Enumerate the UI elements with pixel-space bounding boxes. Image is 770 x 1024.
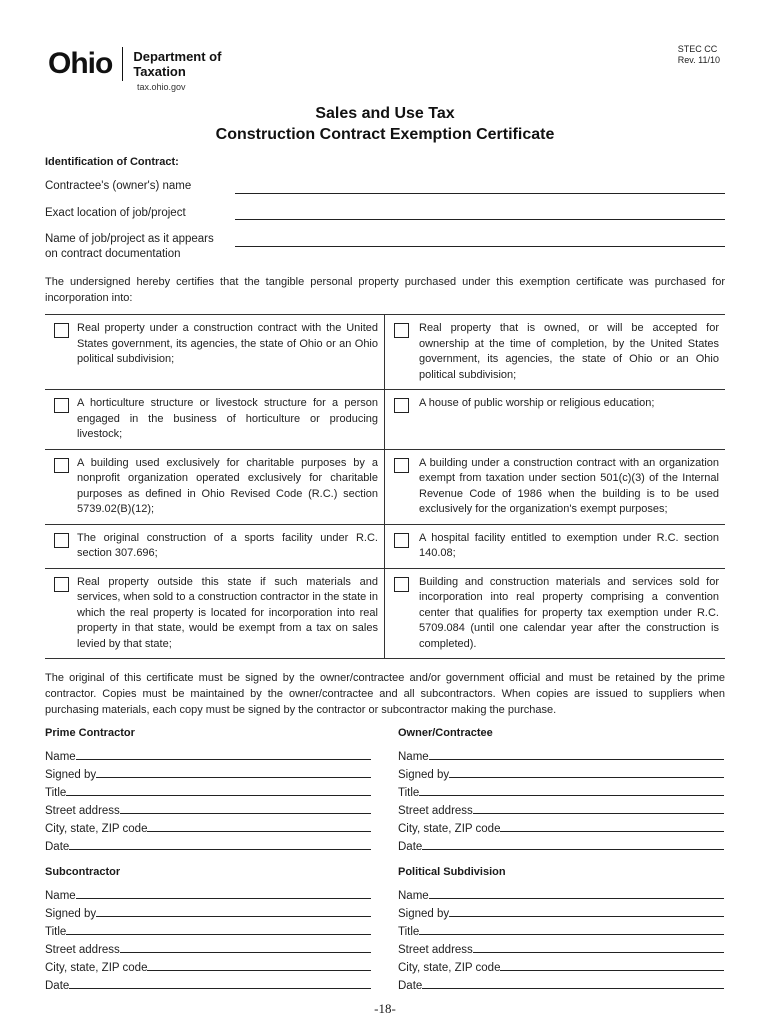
sig-name-row[interactable]	[398, 745, 724, 763]
name-label: Name	[45, 890, 76, 902]
political-subdivision-heading: Political Subdivision	[398, 866, 506, 878]
sig-signed-row[interactable]	[45, 763, 371, 781]
option-text: A horticulture structure or livestock structure for a person engaged in the business of horticulture or producing livestock;	[77, 397, 378, 440]
name-field[interactable]	[76, 759, 371, 760]
street-label: Street address	[398, 944, 473, 956]
sig-city-row[interactable]	[45, 817, 371, 835]
date-field[interactable]	[69, 988, 371, 989]
sig-street-row[interactable]	[398, 938, 724, 956]
sig-signed-row[interactable]	[398, 763, 724, 781]
options-row	[45, 450, 725, 525]
name-label: Name	[45, 751, 76, 763]
options-row	[45, 390, 725, 450]
title-label: Title	[398, 787, 420, 799]
option-checkbox[interactable]	[54, 458, 69, 473]
certification-statement: The undersigned hereby certifies that the tangible personal property purchased under this exemption certificate was purchased for incorporation into:	[45, 276, 725, 304]
sig-city-row[interactable]	[398, 956, 724, 974]
department-line-1: Department of	[133, 49, 222, 64]
date-label: Date	[398, 841, 423, 853]
options-row	[45, 525, 725, 569]
sig-date-row[interactable]	[398, 974, 724, 992]
contractee-name-field[interactable]	[235, 193, 725, 194]
date-label: Date	[398, 980, 423, 992]
logo-ohio-word: Ohio	[48, 47, 113, 80]
city-label: City, state, ZIP code	[398, 823, 501, 835]
option-checkbox[interactable]	[394, 398, 409, 413]
street-field[interactable]	[473, 952, 724, 953]
option-checkbox[interactable]	[394, 577, 409, 592]
project-name-field[interactable]	[235, 246, 725, 247]
prime-contractor-block	[45, 727, 371, 853]
date-field[interactable]	[422, 849, 724, 850]
sig-title-row[interactable]	[45, 781, 371, 799]
project-name-label-1: Name of job/project as it appears	[45, 233, 214, 245]
form-identifier	[678, 44, 720, 66]
signed-by-label: Signed by	[398, 769, 450, 781]
option-cell	[45, 525, 385, 568]
street-label: Street address	[398, 805, 473, 817]
option-checkbox[interactable]	[54, 323, 69, 338]
sig-street-row[interactable]	[45, 938, 371, 956]
department-name	[133, 49, 221, 79]
job-location-label: Exact location of job/project	[45, 207, 186, 219]
contractee-name-label: Contractee's (owner's) name	[45, 180, 192, 192]
city-label: City, state, ZIP code	[45, 823, 148, 835]
department-line-2: Taxation	[133, 64, 186, 79]
title-label: Title	[398, 926, 420, 938]
option-cell	[45, 450, 385, 524]
form-title-line-1: Sales and Use Tax	[315, 105, 455, 122]
option-text: A building under a construction contract with an organization exempt from taxation under section 501(c)(3) of the Internal Revenue Code of 1986 when the building is to be used exclusively for the organization's exempt purposes;	[419, 456, 719, 515]
title-label: Title	[45, 926, 67, 938]
signed-by-label: Signed by	[45, 769, 97, 781]
sig-name-row[interactable]	[398, 884, 724, 902]
retention-statement: The original of this certificate must be signed by the owner/contractee and/or government official and must be retained by the prime contractor. Copies must be maintained by the owner/contractee and all subcontractors. When copies are issued to suppliers when purchasing materials, each copy must be signed by the contractor or subcontractor making the purchase.	[45, 672, 725, 716]
sig-title-row[interactable]	[398, 781, 724, 799]
sig-city-row[interactable]	[398, 817, 724, 835]
logo-divider	[122, 47, 123, 81]
street-field[interactable]	[473, 813, 724, 814]
name-label: Name	[398, 890, 429, 902]
option-text: Real property that is owned, or will be accepted for ownership at the time of completion, by the United States government, its agencies, the state of Ohio or an Ohio political subdivision;	[419, 322, 719, 381]
name-field[interactable]	[429, 759, 724, 760]
option-checkbox[interactable]	[394, 533, 409, 548]
option-cell	[45, 390, 385, 449]
option-checkbox[interactable]	[54, 398, 69, 413]
street-field[interactable]	[120, 952, 371, 953]
title-field[interactable]	[419, 795, 724, 796]
prime-contractor-heading: Prime Contractor	[45, 727, 135, 739]
political-subdivision-block	[398, 866, 724, 992]
option-checkbox[interactable]	[394, 458, 409, 473]
option-text: Real property under a construction contract with the United States government, its agencies, the state of Ohio or an Ohio political subdivision;	[77, 322, 378, 365]
title-field[interactable]	[66, 934, 371, 935]
options-row	[45, 569, 725, 660]
option-checkbox[interactable]	[394, 323, 409, 338]
option-cell	[385, 315, 725, 389]
form-code: STEC CC	[677, 44, 718, 54]
street-label: Street address	[45, 805, 120, 817]
owner-contractee-heading: Owner/Contractee	[398, 727, 493, 739]
city-label: City, state, ZIP code	[398, 962, 501, 974]
option-text: Building and construction materials and services sold for incorporation into real property comprising a convention center that qualifies for property tax exemption under R.C. 5709.084 (until one calendar year after the construction is completed).	[419, 575, 719, 650]
city-label: City, state, ZIP code	[45, 962, 148, 974]
option-text: A building used exclusively for charitable purposes by a nonprofit organization operated exclusively for charitable purposes as defined in Ohio Revised Code (R.C.) section 5739.02(B)(12);	[77, 456, 378, 515]
subcontractor-block	[45, 866, 371, 992]
name-label: Name	[398, 751, 429, 763]
option-text: A hospital facility entitled to exemption under R.C. section 140.08;	[419, 531, 719, 559]
website-link[interactable]: tax.ohio.gov	[137, 82, 186, 92]
sig-date-row[interactable]	[45, 974, 371, 992]
option-cell	[385, 390, 725, 449]
sig-city-row[interactable]	[45, 956, 371, 974]
sig-name-row[interactable]	[45, 745, 371, 763]
title-field[interactable]	[419, 934, 724, 935]
option-text: Real property outside this state if such materials and services, when sold to a construction contractor in the state in which the real property is located for incorporation into real property in that state, would be exempt from a tax on sales levied by that state;	[77, 575, 378, 650]
city-field[interactable]	[500, 970, 724, 971]
sig-date-row[interactable]	[45, 835, 371, 853]
sig-signed-row[interactable]	[398, 902, 724, 920]
sig-date-row[interactable]	[398, 835, 724, 853]
street-field[interactable]	[120, 813, 371, 814]
signed-by-field[interactable]	[96, 777, 371, 778]
option-text: The original construction of a sports facility under R.C. section 307.696;	[77, 531, 378, 559]
page-number: -18-	[374, 1001, 396, 1016]
date-label: Date	[45, 980, 70, 992]
sig-title-row[interactable]	[398, 920, 724, 938]
city-field[interactable]	[147, 970, 371, 971]
option-checkbox[interactable]	[54, 533, 69, 548]
exemption-options-grid	[45, 314, 725, 659]
options-row	[45, 315, 725, 390]
ohio-taxation-logo	[48, 46, 221, 82]
sig-street-row[interactable]	[398, 799, 724, 817]
option-text: A house of public worship or religious education;	[419, 397, 655, 409]
form-title-line-2: Construction Contract Exemption Certificate	[215, 126, 555, 143]
project-name-label-2: on contract documentation	[45, 248, 181, 260]
name-field[interactable]	[429, 898, 724, 899]
title-label: Title	[45, 787, 67, 799]
name-field[interactable]	[76, 898, 371, 899]
signed-by-field[interactable]	[449, 916, 724, 917]
form-revision: Rev. 11/10	[677, 55, 720, 65]
signed-by-label: Signed by	[45, 908, 97, 920]
sig-title-row[interactable]	[45, 920, 371, 938]
title-field[interactable]	[66, 795, 371, 796]
signed-by-label: Signed by	[398, 908, 450, 920]
option-cell	[45, 569, 385, 659]
option-checkbox[interactable]	[54, 577, 69, 592]
date-field[interactable]	[422, 988, 724, 989]
date-field[interactable]	[69, 849, 371, 850]
sig-signed-row[interactable]	[45, 902, 371, 920]
option-cell	[385, 569, 725, 659]
signed-by-field[interactable]	[449, 777, 724, 778]
option-cell	[385, 525, 725, 568]
street-label: Street address	[45, 944, 120, 956]
job-location-field[interactable]	[235, 219, 725, 220]
city-field[interactable]	[500, 831, 724, 832]
option-cell	[385, 450, 725, 524]
option-cell	[45, 315, 385, 389]
identification-heading: Identification of Contract:	[45, 156, 179, 168]
sig-street-row[interactable]	[45, 799, 371, 817]
subcontractor-heading: Subcontractor	[45, 866, 121, 878]
date-label: Date	[45, 841, 70, 853]
city-field[interactable]	[147, 831, 371, 832]
signed-by-field[interactable]	[96, 916, 371, 917]
owner-contractee-block	[398, 727, 724, 853]
sig-name-row[interactable]	[45, 884, 371, 902]
